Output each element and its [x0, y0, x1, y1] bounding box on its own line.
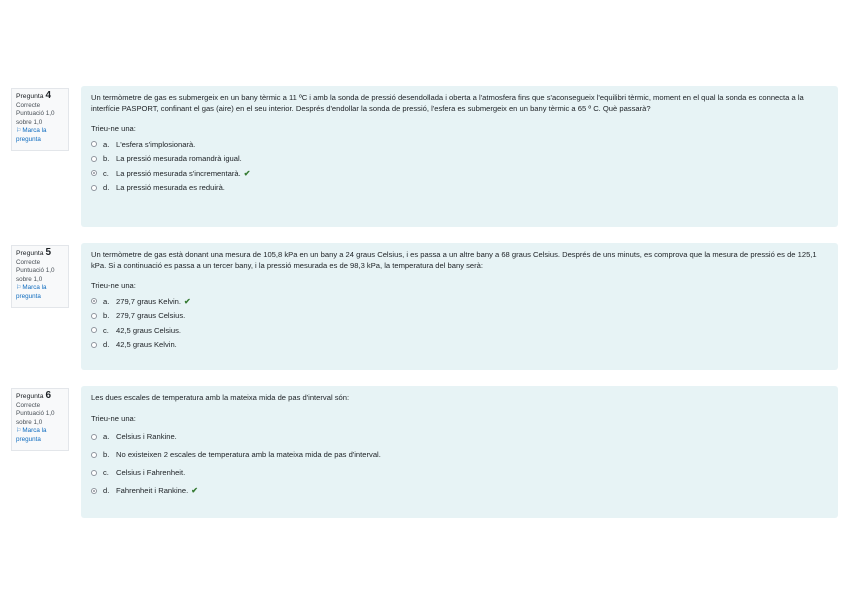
radio-button[interactable] [91, 313, 97, 319]
option-letter: c. [103, 168, 109, 178]
option-letter: a. [103, 139, 110, 149]
question-grade: Puntuació 1,0 sobre 1,0 [16, 267, 55, 283]
question-content [81, 86, 838, 227]
answer-prompt: Trieu-ne una: [91, 414, 136, 424]
question-state: Correcte [16, 101, 41, 109]
question-state: Correcte [16, 401, 41, 409]
flag-icon: ⚐ [16, 285, 22, 292]
question-text: Un termòmetre de gas es submergeix en un bany tèrmic a 11 ºC i amb la sonda de pressió desendollada i oberta a l'atmosfera fins que s'aconsegueix l'equilibri tèrmic, moment en el qual la sonda es connecta a la interfície PASPORT, confinant el gas (aire) en el seu interior. Després d'endollar la sonda de pressió, l'esfera es submergeix en un bany tèrmic a 65 º C. Què passarà? [91, 93, 804, 114]
answer-option-d[interactable] [91, 338, 828, 353]
correct-check-icon: ✔ [243, 168, 251, 178]
question-info [11, 245, 69, 308]
option-text: La pressió mesurada romandrà igual. [116, 154, 242, 164]
answer-option-d[interactable] [91, 181, 828, 196]
option-text: La pressió mesurada s'incrementarà. [116, 168, 241, 178]
flag-question-link[interactable] [16, 427, 64, 444]
option-letter: a. [103, 296, 110, 306]
answer-option-b[interactable] [91, 446, 828, 464]
question-info [11, 88, 69, 151]
option-letter: b. [103, 450, 110, 460]
question-grade: Puntuació 1,0 sobre 1,0 [16, 110, 55, 126]
question-state: Correcte [16, 258, 41, 266]
option-letter: a. [103, 432, 110, 442]
radio-button[interactable] [91, 434, 97, 440]
flag-question-link[interactable] [16, 284, 64, 301]
answer-option-a[interactable] [91, 294, 828, 309]
option-letter: c. [103, 468, 109, 478]
question-content [81, 243, 838, 370]
answer-option-c[interactable] [91, 464, 828, 482]
question-number: Pregunta 6 [16, 390, 52, 401]
option-letter: c. [103, 325, 109, 335]
flag-label: Marca la pregunta [16, 127, 47, 143]
question-text: Les dues escales de temperatura amb la mateixa mida de pas d'interval són: [91, 393, 350, 402]
option-text: Celsius i Rankine. [116, 432, 177, 442]
option-letter: b. [103, 154, 110, 164]
option-text: Celsius i Fahrenheit. [116, 468, 186, 478]
radio-button-checked[interactable] [91, 488, 97, 494]
option-text: La pressió mesurada es reduirà. [116, 183, 225, 193]
option-text: L'esfera s'implosionarà. [116, 139, 196, 149]
correct-check-icon: ✔ [191, 486, 198, 496]
option-letter: d. [103, 486, 110, 496]
answer-prompt: Trieu-ne una: [91, 280, 136, 290]
question-text: Un termòmetre de gas està donant una mesura de 105,8 kPa en un bany a 24 graus Celsius, i es passa a un altre bany a 68 graus Celsius. Després de uns minuts, es comprova que la mesura de pressió es de 125,1 kPa. Si a continuació es passa a un tercer bany, i la pressió mesurada es de 98,3 kPa, la temperatura del bany serà: [91, 250, 817, 271]
question-grade: Puntuació 1,0 sobre 1,0 [16, 410, 55, 426]
radio-button-checked[interactable] [91, 298, 97, 304]
option-letter: d. [103, 340, 110, 350]
radio-button-checked[interactable] [91, 170, 97, 176]
answer-option-c[interactable] [91, 323, 828, 338]
answer-options [91, 137, 828, 195]
option-letter: d. [103, 183, 110, 193]
answer-option-a[interactable] [91, 137, 828, 152]
option-text: 279,7 graus Kelvin. [116, 296, 182, 306]
radio-button[interactable] [91, 327, 97, 333]
option-text: Fahrenheit i Rankine. [116, 486, 189, 496]
option-text: No existeixen 2 escales de temperatura amb la mateixa mida de pas d'interval. [116, 450, 381, 460]
answer-option-b[interactable] [91, 152, 828, 167]
flag-question-link[interactable] [16, 127, 64, 144]
radio-button[interactable] [91, 156, 97, 162]
flag-label: Marca la pregunta [16, 427, 47, 443]
radio-button[interactable] [91, 185, 97, 191]
radio-button[interactable] [91, 141, 97, 147]
answer-options [91, 294, 828, 352]
answer-option-d[interactable] [91, 482, 828, 500]
answer-option-a[interactable] [91, 428, 828, 446]
option-letter: b. [103, 311, 110, 321]
radio-button[interactable] [91, 452, 97, 458]
answer-option-b[interactable] [91, 309, 828, 324]
option-text: 42,5 graus Kelvin. [116, 340, 177, 350]
correct-check-icon: ✔ [184, 296, 191, 306]
flag-label: Marca la pregunta [16, 284, 47, 300]
question-info [11, 388, 69, 451]
radio-button[interactable] [91, 470, 97, 476]
answer-option-c[interactable] [91, 166, 828, 181]
answer-prompt: Trieu-ne una: [91, 123, 136, 133]
flag-icon: ⚐ [16, 128, 22, 135]
answer-options [91, 428, 828, 500]
question-number: Pregunta 4 [16, 90, 52, 101]
flag-icon: ⚐ [16, 428, 22, 435]
question-number: Pregunta 5 [16, 247, 52, 258]
question-content [81, 386, 838, 518]
option-text: 279,7 graus Celsius. [116, 311, 186, 321]
radio-button[interactable] [91, 342, 97, 348]
option-text: 42,5 graus Celsius. [116, 325, 182, 335]
